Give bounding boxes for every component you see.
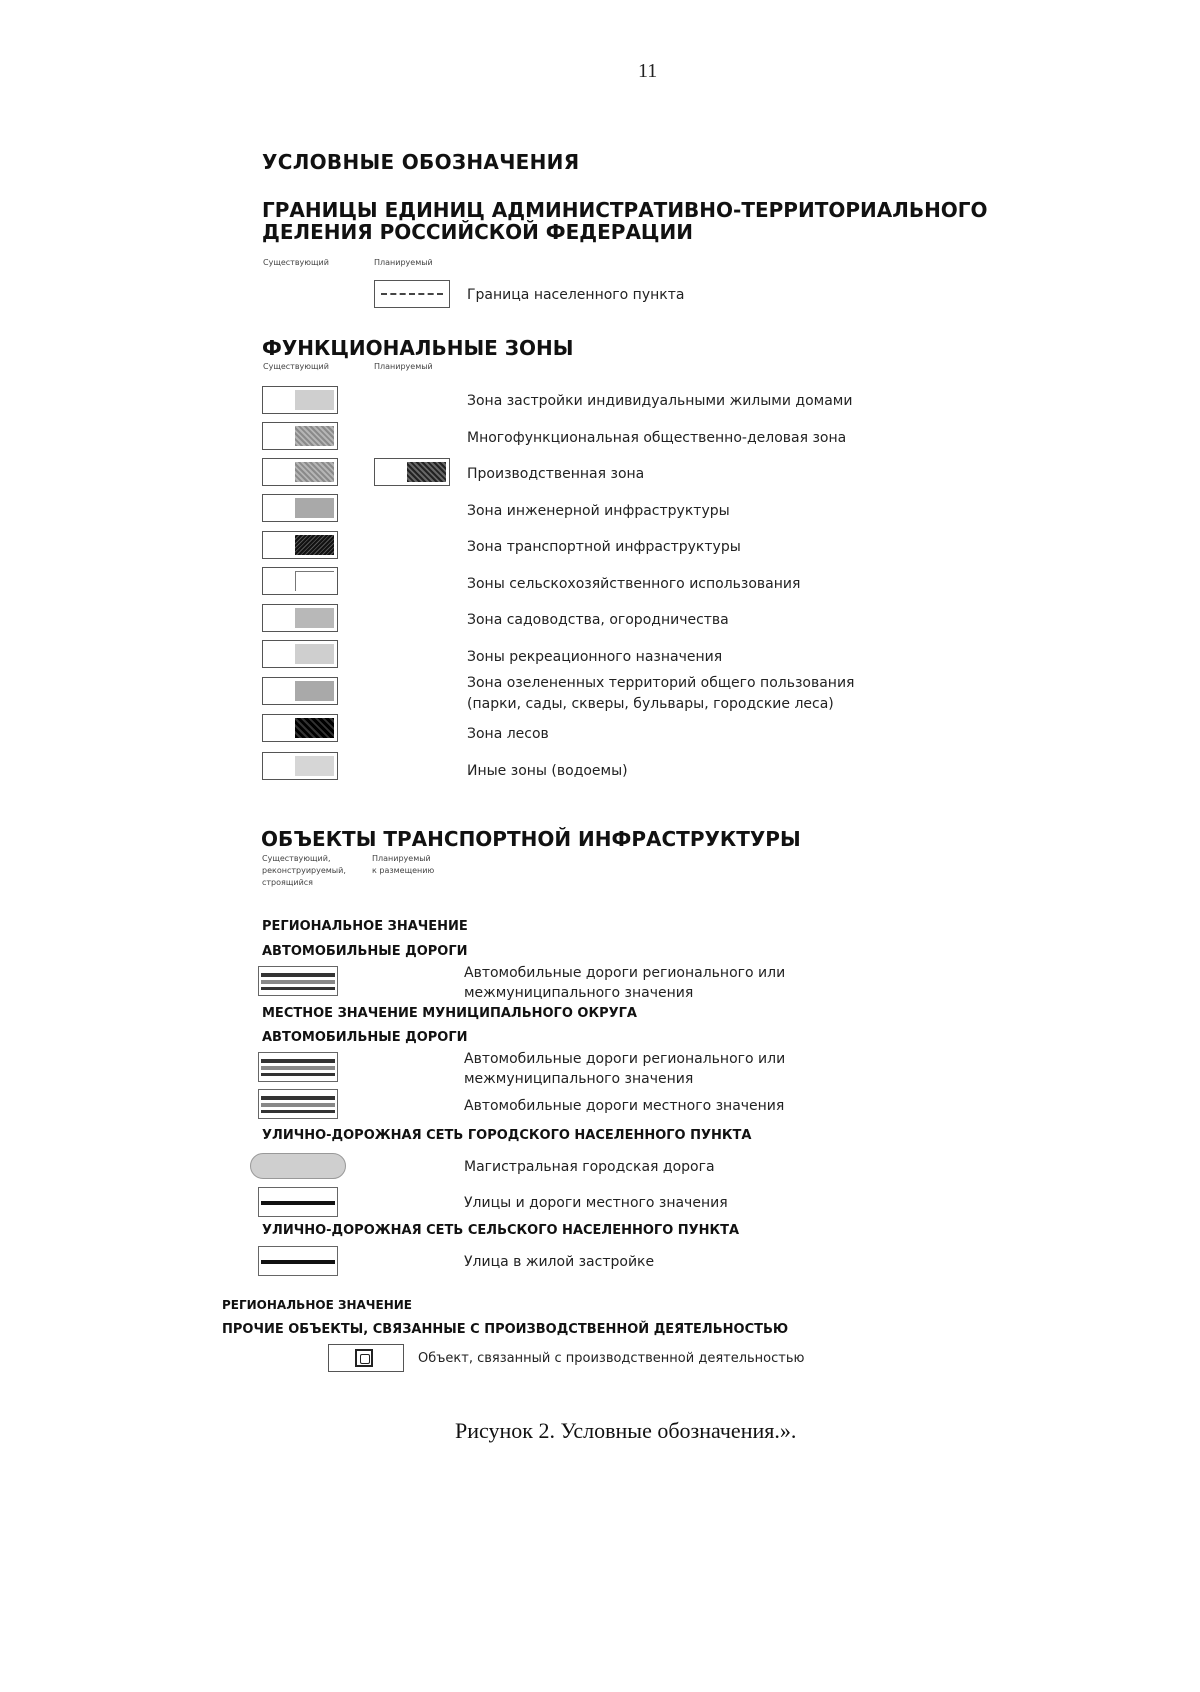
- zone-label: Производственная зона: [467, 466, 645, 482]
- local-regional-road-label-2: межмуниципального значения: [464, 1071, 694, 1087]
- zone-symbol: [262, 604, 338, 632]
- transport-col-existing-1: Существующий,: [262, 854, 331, 863]
- factory-icon: [355, 1349, 373, 1367]
- col-planned-label: Планируемый: [374, 258, 433, 267]
- rural-street-label: Улица в жилой застройке: [464, 1254, 655, 1270]
- local-significance-heading: МЕСТНОЕ ЗНАЧЕНИЕ МУНИЦИПАЛЬНОГО ОКРУГА: [262, 1006, 637, 1021]
- regional-road-label-1: Автомобильные дороги регионального или: [464, 965, 786, 981]
- transport-col-existing-3: строящийся: [262, 878, 313, 887]
- zone-symbol: [262, 422, 338, 450]
- zone-label: Зона садоводства, огородничества: [467, 612, 729, 628]
- urban-local-street-symbol: [258, 1187, 338, 1217]
- zone-label: Зоны рекреационного назначения: [467, 649, 723, 665]
- figure-caption: Рисунок 2. Условные обозначения.».: [455, 1418, 797, 1443]
- settlement-boundary-symbol: [374, 280, 450, 308]
- regional-road-label-2: межмуниципального значения: [464, 985, 694, 1001]
- boundaries-heading-line1: ГРАНИЦЫ ЕДИНИЦ АДМИНИСТРАТИВНО-ТЕРРИТОРИАЛЬНОГО: [262, 198, 988, 222]
- zone-symbol: [262, 458, 338, 486]
- roads-heading: АВТОМОБИЛЬНЫЕ ДОРОГИ: [262, 944, 468, 959]
- other-objects-heading: ПРОЧИЕ ОБЪЕКТЫ, СВЯЗАННЫЕ С ПРОИЗВОДСТВЕННОЙ ДЕЯТЕЛЬНОСТЬЮ: [222, 1322, 789, 1337]
- rural-network-heading: УЛИЧНО-ДОРОЖНАЯ СЕТЬ СЕЛЬСКОГО НАСЕЛЕННОГО ПУНКТА: [262, 1223, 740, 1238]
- transport-col-planned-1: Планируемый: [372, 854, 431, 863]
- zones-col-planned: Планируемый: [374, 362, 433, 371]
- page-number: 11: [638, 60, 658, 82]
- regional-road-symbol: [258, 966, 338, 996]
- transport-heading: ОБЪЕКТЫ ТРАНСПОРТНОЙ ИНФРАСТРУКТУРЫ: [261, 827, 801, 851]
- zone-label: Зона лесов: [467, 726, 549, 742]
- zone-symbol: [262, 677, 338, 705]
- transport-col-existing-2: реконструируемый,: [262, 866, 346, 875]
- zone-symbol-planned: [374, 458, 450, 486]
- roads-heading-2: АВТОМОБИЛЬНЫЕ ДОРОГИ: [262, 1030, 468, 1045]
- col-existing-label: Существующий: [263, 258, 329, 267]
- zone-label: Зоны сельскохозяйственного использования: [467, 576, 801, 592]
- zone-label: Многофункциональная общественно-деловая зона: [467, 430, 847, 446]
- transport-col-planned-2: к размещению: [372, 866, 435, 875]
- main-urban-road-symbol: [250, 1153, 346, 1179]
- zone-symbol: [262, 494, 338, 522]
- urban-network-heading: УЛИЧНО-ДОРОЖНАЯ СЕТЬ ГОРОДСКОГО НАСЕЛЕННОГО ПУНКТА: [262, 1128, 752, 1143]
- boundaries-heading-line2: ДЕЛЕНИЯ РОССИЙСКОЙ ФЕДЕРАЦИИ: [262, 220, 693, 244]
- zone-symbol: [262, 640, 338, 668]
- other-regional-heading: РЕГИОНАЛЬНОЕ ЗНАЧЕНИЕ: [222, 1298, 412, 1312]
- zone-symbol: [262, 714, 338, 742]
- zone-label: Зона транспортной инфраструктуры: [467, 539, 741, 555]
- zone-symbol: [262, 567, 338, 595]
- local-road-symbol: [258, 1089, 338, 1119]
- zone-symbol: [262, 752, 338, 780]
- legend-title: УСЛОВНЫЕ ОБОЗНАЧЕНИЯ: [262, 150, 580, 174]
- zone-symbol: [262, 531, 338, 559]
- zone-symbol: [262, 386, 338, 414]
- zone-label-line2: (парки, сады, скверы, бульвары, городские леса): [467, 696, 834, 712]
- urban-local-street-label: Улицы и дороги местного значения: [464, 1195, 728, 1211]
- main-urban-road-label: Магистральная городская дорога: [464, 1159, 715, 1175]
- industrial-object-symbol: [328, 1344, 404, 1372]
- rural-street-symbol: [258, 1246, 338, 1276]
- zone-label: Зона инженерной инфраструктуры: [467, 503, 730, 519]
- settlement-boundary-label: Граница населенного пункта: [467, 287, 685, 303]
- regional-significance-heading: РЕГИОНАЛЬНОЕ ЗНАЧЕНИЕ: [262, 919, 468, 934]
- zone-label: Зона застройки индивидуальными жилыми домами: [467, 393, 853, 409]
- zones-heading: ФУНКЦИОНАЛЬНЫЕ ЗОНЫ: [262, 336, 574, 360]
- zones-col-existing: Существующий: [263, 362, 329, 371]
- zone-label: Иные зоны (водоемы): [467, 763, 628, 779]
- local-regional-road-label-1: Автомобильные дороги регионального или: [464, 1051, 786, 1067]
- zone-label: Зона озелененных территорий общего пользования: [467, 675, 855, 691]
- industrial-object-label: Объект, связанный с производственной деятельностью: [418, 1351, 805, 1366]
- local-road-label: Автомобильные дороги местного значения: [464, 1098, 785, 1114]
- local-regional-road-symbol: [258, 1052, 338, 1082]
